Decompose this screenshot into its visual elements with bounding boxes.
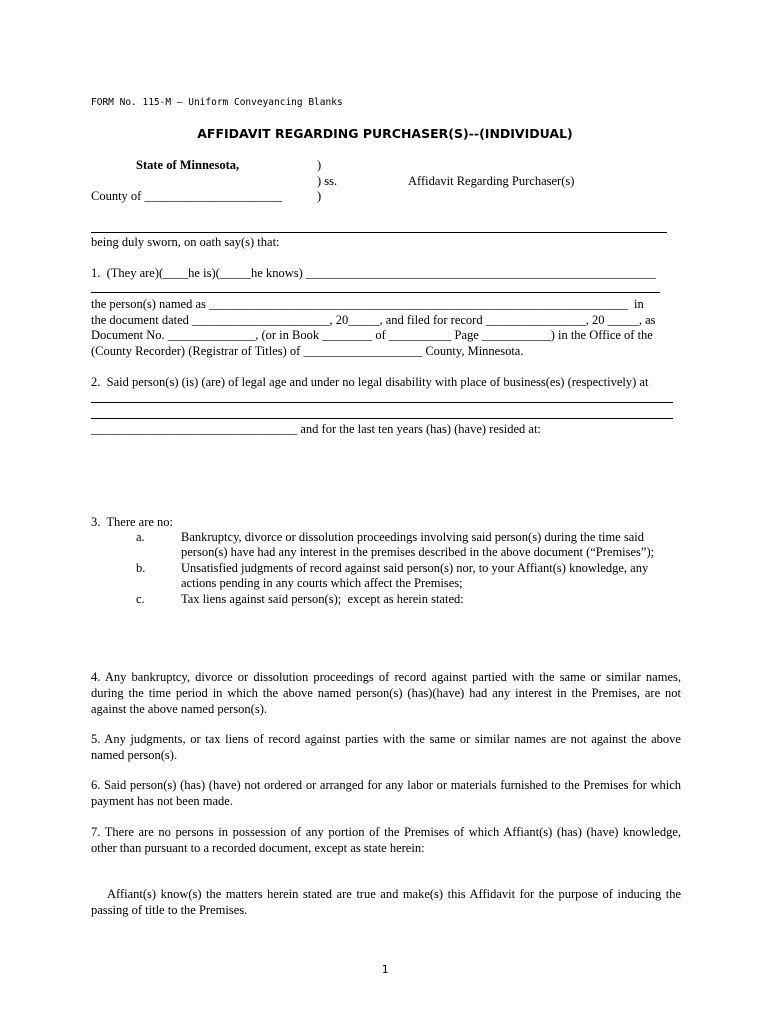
affiant-name-line xyxy=(91,232,667,233)
para-6: 6. Said person(s) (has) (have) not ordered or arranged for any labor or materials furnished to the Premises for which payment has not been made. xyxy=(91,778,681,808)
para-2-line-last: _________________________________ and for the last ten years (has) (have) resided at: xyxy=(91,422,541,436)
item-a-line-2: person(s) have had any interest in the premises described in the above document (“Premises”); xyxy=(181,545,655,559)
document-caption: Affidavit Regarding Purchaser(s) xyxy=(408,174,575,188)
address-line-1 xyxy=(91,402,673,403)
closing-statement: Affiant(s) know(s) the matters herein stated are true and make(s) this Affidavit for the purpose of inducing the passing of title to the Premises. xyxy=(91,887,681,917)
document-title: AFFIDAVIT REGARDING PURCHASER(S)--(INDIVIDUAL) xyxy=(197,126,573,141)
item-c-line-1: Tax liens against said person(s); except as herein stated: xyxy=(181,592,464,606)
item-a-label: a. xyxy=(136,530,145,544)
para-1-blank-line xyxy=(91,292,660,293)
sworn-statement: being duly sworn, on oath say(s) that: xyxy=(91,235,280,249)
para-3-intro: 3. There are no: xyxy=(91,515,174,529)
venue-paren-3: ) xyxy=(317,189,322,203)
address-line-2 xyxy=(91,418,673,419)
para-1-line-2: the person(s) named as ___________________________________________________________________ in xyxy=(91,297,644,311)
para-1-line-1: 1. (They are)(____he is)(_____he knows) ________________________________________________________ xyxy=(91,266,656,280)
para-7: 7. There are no persons in possession of any portion of the Premises of which Affiant(s) (has) (have) knowledge, other than pursuant to a recorded document, except as state herein: xyxy=(91,825,681,855)
para-4: 4. Any bankruptcy, divorce or dissolution proceedings of record against partied with the same or similar names, during the time period in which the above named person(s) (has)(have) had any interest in the Premises, are not against the above named person(s). xyxy=(91,670,681,716)
item-a-line-1: Bankruptcy, divorce or dissolution proceedings involving said person(s) during the time said xyxy=(181,530,644,544)
para-1-line-4: Document No. ______________, (or in Book ________ of __________ Page ___________) in the Office of the xyxy=(91,328,653,342)
item-b-line-1: Unsatisfied judgments of record against said person(s) nor, to your Affiant(s) knowledge, any xyxy=(181,561,649,575)
venue-paren-1: ) xyxy=(317,158,322,172)
para-5: 5. Any judgments, or tax liens of record against parties with the same or similar names are not against the above named person(s). xyxy=(91,732,681,762)
form-number-line: FORM No. 115-M – Uniform Conveyancing Blanks xyxy=(91,97,343,108)
page-number: 1 xyxy=(381,963,389,976)
item-b-label: b. xyxy=(136,561,146,575)
venue-ss: ) ss. xyxy=(317,174,338,188)
item-c-label: c. xyxy=(136,592,145,606)
para-2-line-1: 2. Said person(s) (is) (are) of legal age and under no legal disability with place of business(es) (respectively) at xyxy=(91,375,649,389)
item-b-line-2: actions pending in any courts which affect the Premises; xyxy=(181,576,463,590)
venue-county: County of ______________________ xyxy=(91,189,282,203)
venue-state: State of Minnesota, xyxy=(136,158,240,172)
para-1-line-5: (County Recorder) (Registrar of Titles) of ___________________ County, Minnesota. xyxy=(91,344,524,358)
para-1-line-3: the document dated ______________________, 20_____, and filed for record ________________, 20 _____, as xyxy=(91,313,656,327)
